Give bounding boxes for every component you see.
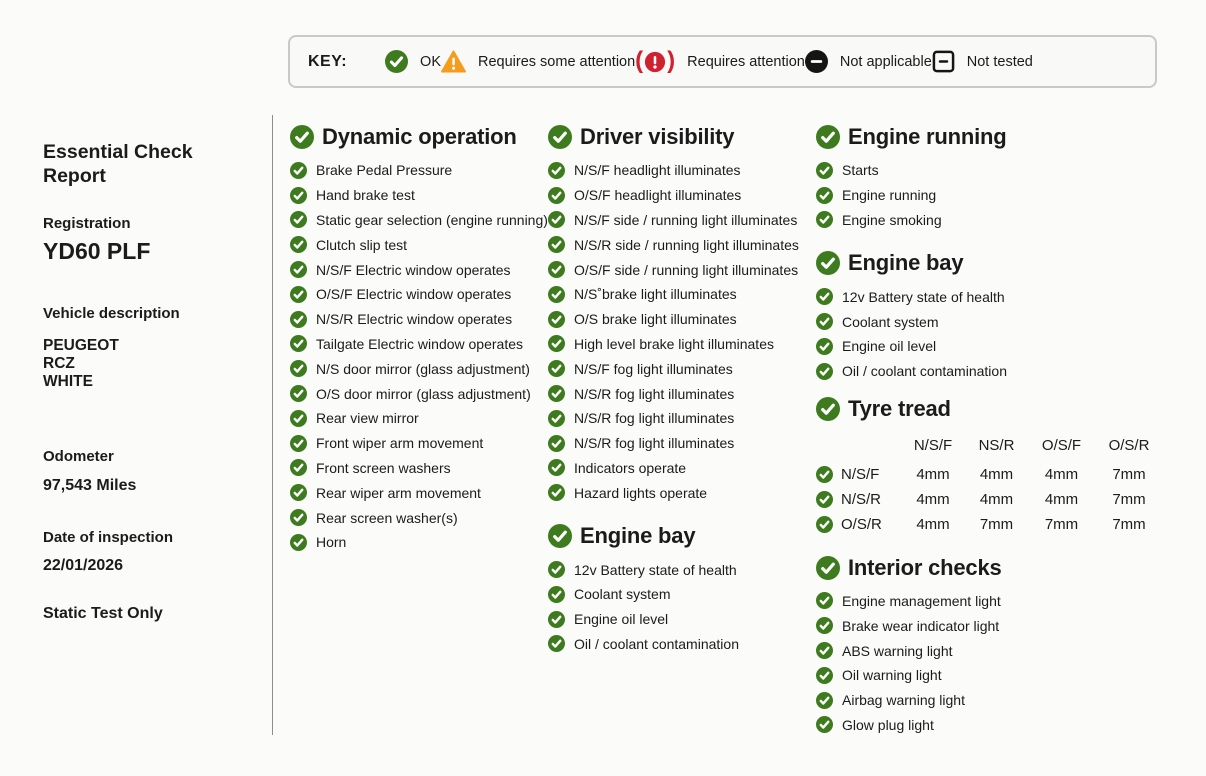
ok-check-icon bbox=[816, 692, 833, 709]
warning-triangle-icon bbox=[441, 50, 466, 73]
section-tyre-tread bbox=[816, 394, 1164, 537]
section-title: Engine running bbox=[848, 124, 1007, 149]
checklist-item bbox=[290, 183, 554, 208]
section-title: Engine bay bbox=[580, 523, 696, 549]
checklist-item bbox=[290, 456, 554, 481]
inspection-date-label: Date of inspection bbox=[43, 528, 174, 546]
checklist-item-label: O/S/F headlight illuminates bbox=[574, 187, 742, 204]
section-title: Dynamic operation bbox=[322, 124, 517, 149]
checklist-column-3 bbox=[816, 122, 1164, 737]
checklist-item bbox=[290, 381, 554, 406]
tyre-tread-value: 4mm bbox=[979, 465, 1014, 483]
tyre-row-label-cell bbox=[816, 491, 902, 508]
checklist-item-label: O/S/F Electric window operates bbox=[316, 286, 512, 303]
checklist-item-label: Oil / coolant contamination bbox=[842, 363, 1007, 380]
tyre-tread-table bbox=[816, 432, 1164, 537]
ok-check-icon bbox=[816, 716, 833, 733]
tyre-tread-value: 4mm bbox=[916, 490, 950, 508]
ok-check-icon bbox=[816, 251, 840, 275]
checklist-item bbox=[816, 589, 1164, 614]
section-header bbox=[816, 248, 1164, 278]
odometer-label: Odometer bbox=[43, 447, 114, 465]
ok-check-icon bbox=[548, 360, 565, 377]
checklist-item bbox=[290, 356, 554, 381]
checklist-item-label: Oil / coolant contamination bbox=[574, 635, 739, 652]
checklist-item bbox=[816, 359, 1164, 384]
report-sidebar bbox=[43, 140, 238, 623]
key-item-label: Requires attention bbox=[687, 53, 805, 70]
checklist-item-label: Engine management light bbox=[842, 592, 1001, 609]
ok-check-icon bbox=[548, 211, 565, 228]
tyre-tread-value: 7mm bbox=[1044, 515, 1079, 533]
ok-check-icon bbox=[816, 667, 833, 684]
tyre-row-label: N/S/F bbox=[841, 465, 880, 483]
checklist-item bbox=[548, 607, 816, 632]
checklist-item bbox=[816, 663, 1164, 688]
tyre-tread-value: 4mm bbox=[979, 490, 1014, 508]
checklist-item bbox=[816, 158, 1164, 183]
ok-check-icon bbox=[290, 385, 307, 402]
checklist-item-label: O/S/F side / running light illuminates bbox=[574, 261, 799, 278]
checklist-item-label: Rear view mirror bbox=[316, 410, 419, 427]
section-interior-checks bbox=[816, 553, 1164, 738]
checklist-item bbox=[816, 688, 1164, 713]
ok-check-icon bbox=[816, 162, 833, 179]
ok-check-icon bbox=[816, 288, 833, 305]
checklist-item-label: N/S/R fog light illuminates bbox=[574, 385, 735, 402]
tyre-row-label-cell bbox=[816, 516, 902, 533]
checklist-item bbox=[290, 232, 554, 257]
checklist-item bbox=[548, 257, 816, 282]
ok-check-icon bbox=[290, 261, 307, 278]
checklist-item-label: N/S door mirror (glass adjustment) bbox=[316, 360, 530, 377]
ok-check-icon bbox=[548, 335, 565, 352]
section-driver-visibility bbox=[548, 122, 816, 505]
tyre-tread-row bbox=[816, 512, 1164, 537]
tyre-column-header: N/S/F bbox=[913, 436, 953, 454]
checklist-column-1 bbox=[290, 122, 554, 555]
ok-check-icon bbox=[290, 484, 307, 501]
checklist-item-label: Indicators operate bbox=[574, 459, 687, 476]
ok-check-icon bbox=[816, 313, 833, 330]
tyre-tread-row bbox=[816, 462, 1164, 487]
key-item-ok bbox=[385, 50, 441, 73]
checklist-item bbox=[290, 332, 554, 357]
checklist-item-label: Rear wiper arm movement bbox=[316, 484, 481, 501]
checklist-item-label: Glow plug light bbox=[842, 716, 934, 733]
vehicle-description-value bbox=[43, 337, 238, 392]
ok-check-icon bbox=[548, 586, 565, 603]
checklist-item bbox=[290, 257, 554, 282]
ok-check-icon bbox=[816, 338, 833, 355]
registration-label: Registration bbox=[43, 214, 131, 232]
ok-check-icon bbox=[816, 556, 840, 580]
brake-warning-icon: ( ) bbox=[635, 46, 676, 74]
key-legend-bar bbox=[288, 35, 1157, 88]
checklist-item-label: Engine oil level bbox=[842, 338, 937, 355]
ok-check-icon bbox=[816, 397, 840, 421]
checklist-item-label: 12v Battery state of health bbox=[842, 288, 1005, 305]
vehicle-description-label: Vehicle description bbox=[43, 304, 180, 322]
checklist-item-label: Horn bbox=[316, 534, 347, 551]
not-tested-icon bbox=[932, 50, 955, 73]
checklist-item bbox=[548, 480, 816, 505]
checklist-item bbox=[548, 557, 816, 582]
checklist-item bbox=[548, 232, 816, 257]
ok-check-icon bbox=[548, 635, 565, 652]
ok-check-icon bbox=[290, 534, 307, 551]
ok-check-icon bbox=[290, 435, 307, 452]
checklist-item bbox=[548, 456, 816, 481]
checklist-item-label: Engine running bbox=[842, 187, 937, 204]
ok-check-icon bbox=[290, 286, 307, 303]
tyre-tread-value: 4mm bbox=[916, 515, 950, 533]
checklist-item-label: Front screen washers bbox=[316, 459, 451, 476]
checklist-items bbox=[290, 158, 554, 555]
registration-value: YD60 PLF bbox=[43, 237, 151, 264]
section-title: Engine bay bbox=[848, 250, 964, 276]
checklist-items bbox=[548, 158, 816, 505]
tyre-tread-value: 4mm bbox=[1044, 490, 1079, 508]
checklist-item bbox=[548, 632, 816, 657]
test-type-label: Static Test Only bbox=[43, 604, 163, 622]
ok-check-icon bbox=[548, 524, 572, 548]
checklist-items bbox=[816, 158, 1164, 232]
ok-check-icon bbox=[290, 211, 307, 228]
section-title: Tyre tread bbox=[848, 395, 951, 421]
checklist-item-label: Hazard lights operate bbox=[574, 484, 708, 501]
checklist-item-label: Starts bbox=[842, 162, 879, 179]
section-engine-bay bbox=[548, 521, 816, 656]
section-title: Interior checks bbox=[848, 554, 1002, 580]
checklist-item-label: Airbag warning light bbox=[842, 692, 965, 709]
ok-check-icon bbox=[548, 125, 572, 149]
checklist-item bbox=[290, 208, 554, 233]
ok-check-icon bbox=[290, 459, 307, 476]
checklist-items bbox=[548, 557, 816, 656]
not-applicable-icon bbox=[805, 50, 828, 73]
checklist-item-label: N/S˚brake light illuminates bbox=[574, 286, 737, 303]
ok-check-icon bbox=[548, 187, 565, 204]
ok-check-icon bbox=[816, 617, 833, 634]
checklist-item-label: O/S door mirror (glass adjustment) bbox=[316, 385, 531, 402]
checklist-item bbox=[290, 431, 554, 456]
ok-check-icon bbox=[290, 125, 314, 149]
ok-check-icon bbox=[290, 410, 307, 427]
ok-check-icon bbox=[548, 236, 565, 253]
checklist-item bbox=[548, 381, 816, 406]
checklist-item-label: High level brake light illuminates bbox=[574, 335, 774, 352]
checklist-item bbox=[816, 713, 1164, 738]
checklist-item bbox=[290, 307, 554, 332]
checklist-item-label: Coolant system bbox=[842, 313, 939, 330]
tyre-row-label: O/S/R bbox=[841, 515, 882, 533]
section-title: Driver visibility bbox=[580, 124, 735, 149]
section-header bbox=[816, 553, 1164, 583]
checklist-item bbox=[816, 613, 1164, 638]
ok-check-icon bbox=[290, 509, 307, 526]
ok-check-icon bbox=[290, 360, 307, 377]
vehicle-model: RCZ bbox=[43, 355, 75, 373]
ok-check-icon bbox=[816, 516, 833, 533]
tyre-tread-value: 7mm bbox=[1112, 465, 1146, 483]
checklist-item-label: N/S/F Electric window operates bbox=[316, 261, 511, 278]
vehicle-make: PEUGEOT bbox=[43, 336, 119, 354]
key-title: KEY: bbox=[308, 52, 348, 70]
ok-check-icon bbox=[548, 261, 565, 278]
tyre-column-header: NS/R bbox=[978, 436, 1015, 454]
ok-check-icon bbox=[548, 435, 565, 452]
tyre-column-header: O/S/F bbox=[1041, 436, 1082, 454]
ok-check-icon bbox=[290, 187, 307, 204]
ok-check-icon bbox=[290, 335, 307, 352]
ok-check-icon bbox=[816, 642, 833, 659]
checklist-items bbox=[816, 284, 1164, 383]
checklist-item bbox=[290, 530, 554, 555]
ok-check-icon bbox=[290, 236, 307, 253]
checklist-item bbox=[548, 282, 816, 307]
checklist-item-label: N/S/R fog light illuminates bbox=[574, 410, 735, 427]
ok-check-icon bbox=[290, 162, 307, 179]
checklist-item bbox=[290, 282, 554, 307]
ok-check-icon bbox=[816, 592, 833, 609]
checklist-item-label: Hand brake test bbox=[316, 187, 415, 204]
odometer-value: 97,543 Miles bbox=[43, 476, 137, 494]
section-header bbox=[290, 122, 554, 152]
ok-check-icon bbox=[548, 410, 565, 427]
tyre-tread-value: 7mm bbox=[1112, 490, 1146, 508]
checklist-item-label: ABS warning light bbox=[842, 642, 953, 659]
ok-check-icon bbox=[548, 459, 565, 476]
checklist-item-label: N/S/F fog light illuminates bbox=[574, 360, 733, 377]
tyre-row-label-cell bbox=[816, 466, 902, 483]
section-engine-running bbox=[816, 122, 1164, 232]
key-item-label: Not tested bbox=[966, 53, 1033, 70]
ok-check-icon bbox=[548, 311, 565, 328]
ok-check-icon bbox=[548, 484, 565, 501]
checklist-item-label: Engine oil level bbox=[574, 611, 669, 628]
checklist-item bbox=[548, 406, 816, 431]
ok-check-icon bbox=[816, 187, 833, 204]
tyre-tread-value: 4mm bbox=[916, 465, 950, 483]
checklist-item bbox=[816, 208, 1164, 233]
checklist-item bbox=[816, 309, 1164, 334]
tyre-tread-row bbox=[816, 487, 1164, 512]
vehicle-colour: WHITE bbox=[43, 373, 93, 391]
section-header bbox=[548, 122, 816, 152]
checklist-item-label: Tailgate Electric window operates bbox=[316, 335, 523, 352]
key-item-not-applicable bbox=[805, 50, 932, 73]
ok-check-icon bbox=[816, 466, 833, 483]
tyre-tread-value: 7mm bbox=[1112, 515, 1146, 533]
ok-check-icon bbox=[290, 311, 307, 328]
checklist-item-label: N/S/R fog light illuminates bbox=[574, 435, 735, 452]
checklist-item-label: Clutch slip test bbox=[316, 236, 408, 253]
checklist-item-label: Front wiper arm movement bbox=[316, 435, 484, 452]
key-item-not-tested bbox=[932, 50, 1033, 73]
tyre-row-label: N/S/R bbox=[841, 490, 882, 508]
tyre-tread-rows bbox=[816, 462, 1164, 537]
ok-check-icon bbox=[816, 125, 840, 149]
checklist-item bbox=[290, 505, 554, 530]
checklist-item bbox=[548, 582, 816, 607]
checklist-items bbox=[816, 589, 1164, 738]
key-item-label: Requires some attention bbox=[478, 53, 636, 70]
checklist-item-label: N/S/F headlight illuminates bbox=[574, 162, 741, 179]
checklist-item-label: N/S/R Electric window operates bbox=[316, 311, 513, 328]
key-item-requires-attention bbox=[635, 46, 805, 74]
key-item-label: Not applicable bbox=[839, 53, 932, 70]
checklist-item-label: Engine smoking bbox=[842, 211, 942, 228]
tyre-tread-header-row bbox=[816, 432, 1164, 459]
ok-check-icon bbox=[548, 162, 565, 179]
ok-check-icon bbox=[548, 385, 565, 402]
section-header bbox=[816, 122, 1164, 152]
page-title: Essential Check Report bbox=[43, 141, 193, 188]
checklist-item bbox=[548, 356, 816, 381]
checklist-item bbox=[290, 480, 554, 505]
ok-check-icon bbox=[816, 211, 833, 228]
checklist-item bbox=[548, 208, 816, 233]
checklist-item bbox=[548, 158, 816, 183]
checklist-item-label: 12v Battery state of health bbox=[574, 561, 737, 578]
key-item-label: OK bbox=[420, 53, 441, 70]
checklist-item-label: N/S/F side / running light illuminates bbox=[574, 211, 798, 228]
tyre-column-header: O/S/R bbox=[1108, 436, 1150, 454]
ok-check-icon bbox=[816, 491, 833, 508]
checklist-column-2 bbox=[548, 122, 816, 656]
checklist-item bbox=[548, 431, 816, 456]
checklist-item-label: Rear screen washer(s) bbox=[316, 509, 458, 526]
checklist-item bbox=[548, 332, 816, 357]
checklist-item-label: Static gear selection (engine running) bbox=[316, 211, 548, 228]
checklist-item bbox=[548, 307, 816, 332]
tyre-tread-value: 7mm bbox=[979, 515, 1014, 533]
tyre-tread-value: 4mm bbox=[1044, 465, 1079, 483]
checklist-item-label: N/S/R side / running light illuminates bbox=[574, 236, 799, 253]
ok-check-icon bbox=[548, 561, 565, 578]
inspection-date-value: 22/01/2026 bbox=[43, 556, 124, 574]
section-dynamic-operation bbox=[290, 122, 554, 555]
ok-check-icon bbox=[548, 286, 565, 303]
checklist-item bbox=[816, 183, 1164, 208]
checklist-item-label: Brake wear indicator light bbox=[842, 617, 1000, 634]
checklist-item bbox=[548, 183, 816, 208]
section-engine-bay-right bbox=[816, 248, 1164, 383]
checklist-item bbox=[816, 638, 1164, 663]
vertical-divider bbox=[272, 115, 273, 735]
checklist-item bbox=[290, 158, 554, 183]
section-header bbox=[816, 394, 1164, 424]
key-item-requires-some-attention bbox=[441, 50, 635, 73]
section-header bbox=[548, 521, 816, 551]
checklist-item-label: Brake Pedal Pressure bbox=[316, 162, 453, 179]
ok-check-icon bbox=[548, 611, 565, 628]
checklist-item bbox=[816, 284, 1164, 309]
checklist-item-label: Oil warning light bbox=[842, 667, 942, 684]
checklist-item bbox=[816, 334, 1164, 359]
checklist-item bbox=[290, 406, 554, 431]
checklist-item-label: O/S brake light illuminates bbox=[574, 311, 737, 328]
ok-check-icon bbox=[385, 50, 408, 73]
ok-check-icon bbox=[816, 363, 833, 380]
checklist-item-label: Coolant system bbox=[574, 586, 671, 603]
